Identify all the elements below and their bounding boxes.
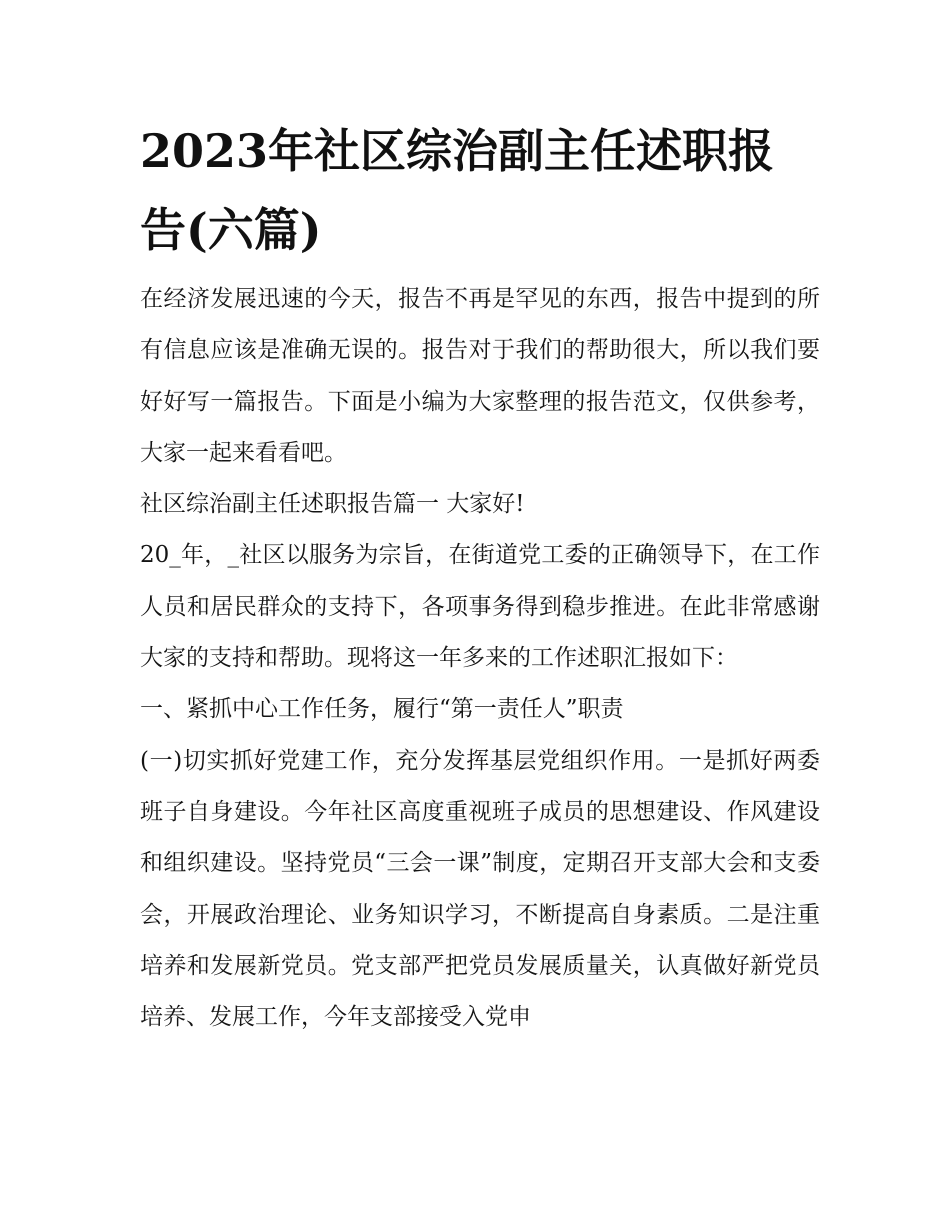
- document-body: [140, 274, 820, 1043]
- document-title: 2023年社区综治副主任述职报告(六篇): [140, 124, 775, 257]
- paragraph-party-building: (一)切实抓好党建工作，充分发挥基层党组织作用。一是抓好两委班子自身建设。今年社区高度重视班子成员的思想建设、作风建设和组织建设。坚持党员“三会一课”制度，定期召开支部大会和支委会，开展政治理论、业务知识学习，不断提高自身素质。二是注重培养和发展新党员。党支部严把党员发展质量关，认真做好新党员培养、发展工作，今年支部接受入党申: [140, 747, 820, 1031]
- paragraph-overview: 20_年，_社区以服务为宗旨，在街道党工委的正确领导下，在工作人员和居民群众的支持下，各项事务得到稳步推进。在此非常感谢大家的支持和帮助。现将这一年多来的工作述职汇报如下：: [140, 542, 820, 672]
- paragraph-section-heading: 社区综治副主任述职报告篇一 大家好!: [140, 491, 525, 518]
- paragraph-heading-one: 一、紧抓中心工作任务，履行“第一责任人”职责: [140, 696, 624, 723]
- paragraph-intro: 在经济发展迅速的今天，报告不再是罕见的东西，报告中提到的所有信息应该是准确无误的。报告对于我们的帮助很大，所以我们要好好写一篇报告。下面是小编为大家整理的报告范文，仅供参考，大家一起来看看吧。: [140, 286, 820, 466]
